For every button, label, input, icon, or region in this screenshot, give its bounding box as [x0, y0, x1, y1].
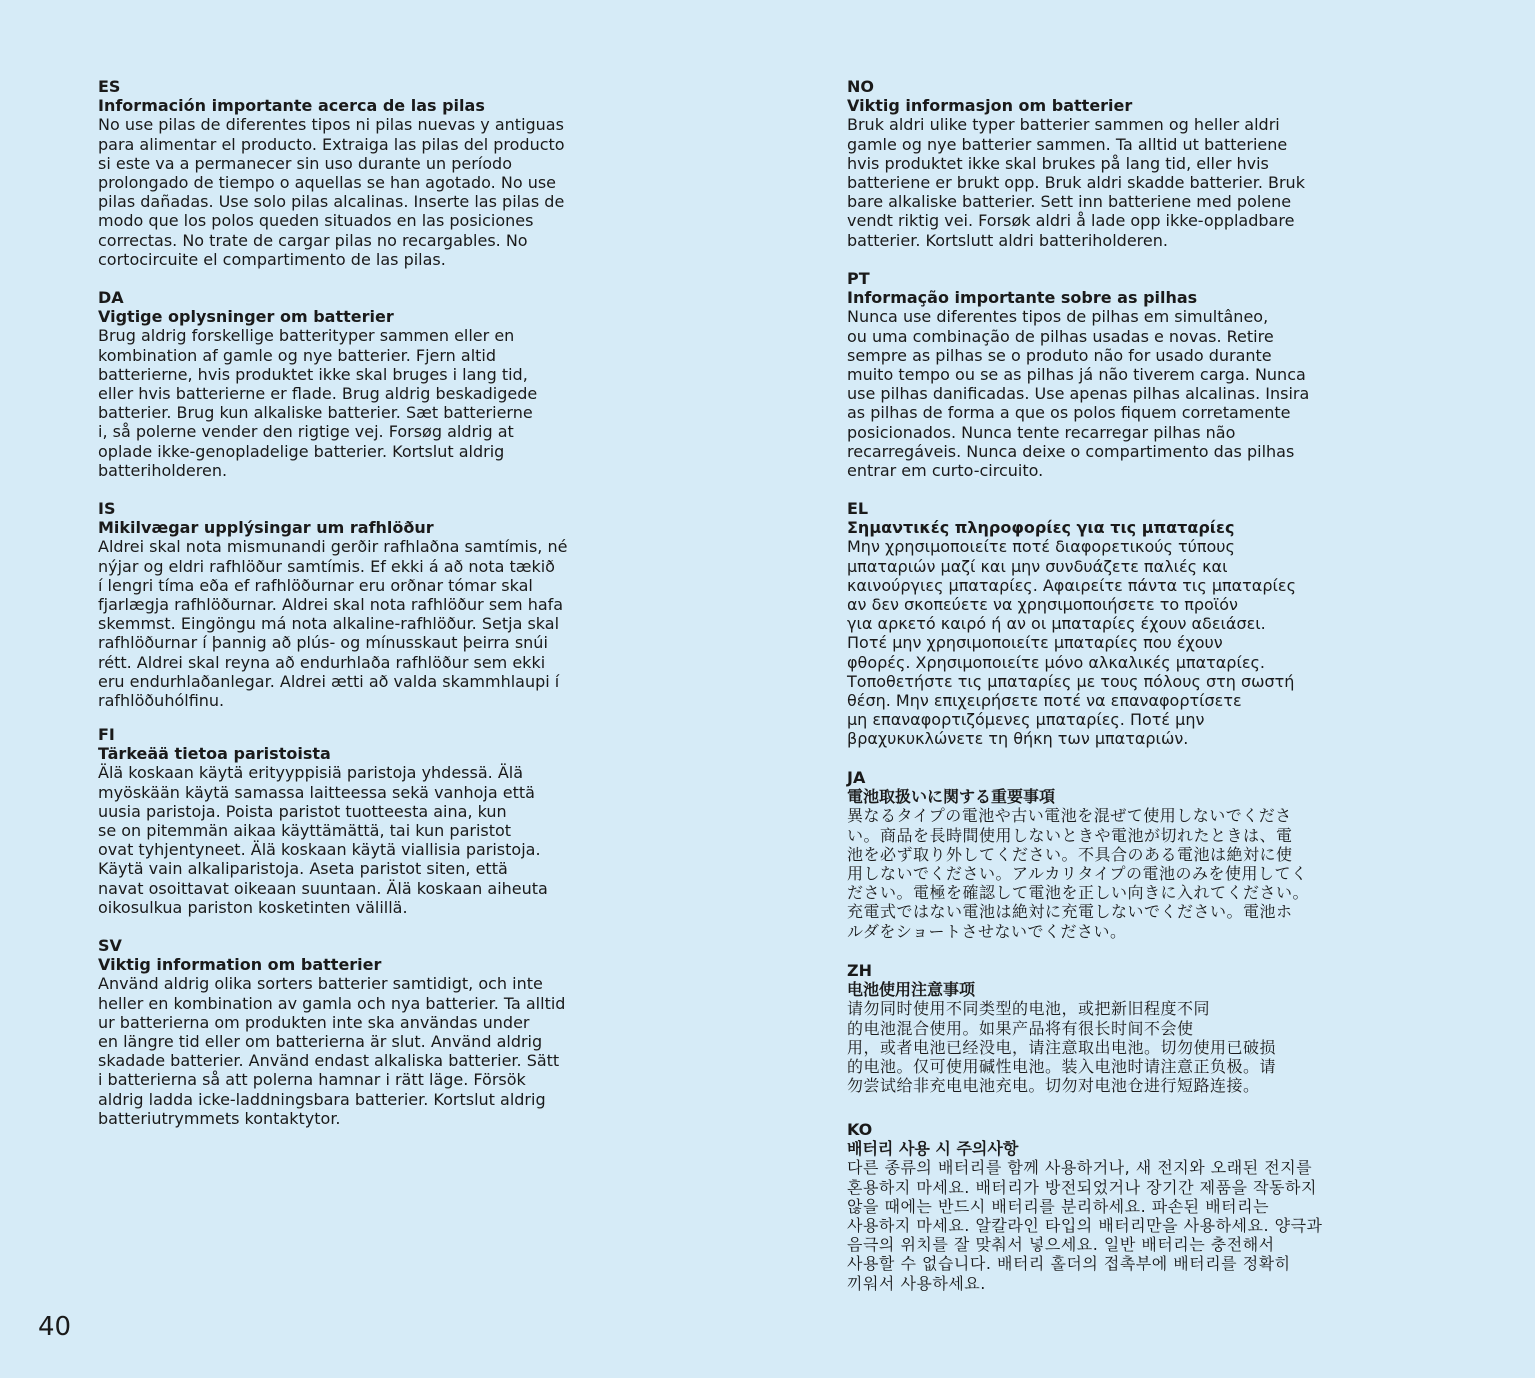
body-line: skemmst. Eingöngu má nota alkaline-rafhlöður. Setja skal — [98, 614, 560, 634]
body-line: 用，或者电池已经没电，请注意取出电池。切勿使用已破损 — [847, 1037, 1277, 1057]
body-line: bare alkaliske batterier. Sett inn batteriene med polene — [847, 192, 1292, 212]
section-sv — [98, 936, 578, 1128]
body-line: navat osoittavat oikeaan suuntaan. Älä koskaan aiheuta — [98, 878, 548, 898]
body-line: ovat tyhjentyneet. Älä koskaan käytä viallisia paristoja. — [98, 840, 541, 860]
body-line: ルダをショートさせないでください。 — [847, 921, 1127, 941]
body-line: hvis produktet ikke skal brukes på lang tid, eller hvis — [847, 153, 1269, 173]
body-line: rétt. Aldrei skal reyna að endurhlaða rafhlöður sem ekki — [98, 652, 546, 672]
body-line: για αρκετό καιρό ή αν οι μπαταρίες έχουν αδειάσει. — [847, 614, 1266, 634]
body-line: 充電式ではない電池は絶対に充電しないでください。電池ホ — [847, 902, 1293, 922]
body-line: 異なるタイプの電池や古い電池を混ぜて使用しないでくださ — [847, 806, 1292, 826]
body-line: modo que los polos queden situados en las posiciones — [98, 211, 534, 231]
body-line: 음극의 위치를 잘 맞춰서 넣으세요. 일반 배터리는 충전해서 — [847, 1235, 1275, 1255]
body-line: Brug aldrig forskellige batterityper sammen eller en — [98, 326, 515, 346]
language-code: KO — [847, 1120, 873, 1139]
body-line: batteriene er brukt opp. Bruk aldri skadde batterier. Bruk — [847, 173, 1305, 193]
body-line: Μην χρησιμοποιείτε ποτέ διαφορετικούς τύπους — [847, 537, 1235, 557]
body-line: 的电池。仅可使用碱性电池。装入电池时请注意正负极。请 — [847, 1057, 1277, 1077]
body-line: i, så polerne vender den rigtige vej. Forsøg aldrig at — [98, 422, 514, 442]
body-line: φθορές. Χρησιμοποιείτε μόνο αλκαλικές μπαταρίες. — [847, 652, 1265, 672]
body-line: 池を必ず取り外してください。不具合のある電池は絶対に使 — [847, 844, 1293, 864]
body-line: use pilhas danificadas. Use apenas pilhas alcalinas. Insira — [847, 384, 1310, 404]
body-line: い。商品を長時間使用しないときや電池が切れたときは、電 — [847, 825, 1293, 845]
body-line: Älä koskaan käytä erityyppisiä paristoja yhdessä. Älä — [98, 763, 524, 783]
body-line: para alimentar el producto. Extraiga las pilas del producto — [98, 134, 565, 154]
body-line: Använd aldrig olika sorters batterier samtidigt, och inte — [98, 974, 543, 994]
body-line: en längre tid eller om batterierna är slut. Använd aldrig — [98, 1032, 543, 1052]
section-heading: 電池取扱いに関する重要事項 — [847, 787, 1056, 807]
body-line: prolongado de tiempo o aquellas se han agotado. No use — [98, 173, 557, 193]
body-line: 的电池混合使用。如果产品将有很长时间不会使 — [847, 1018, 1194, 1038]
language-code: ES — [98, 77, 121, 96]
section-no — [847, 77, 1327, 250]
body-line: aldrig ladda icke-laddningsbara batterier. Kortslut aldrig — [98, 1089, 546, 1109]
body-line: cortocircuite el compartimento de las pilas. — [98, 249, 446, 269]
body-line: 끼워서 사용하세요. — [847, 1273, 986, 1293]
body-line: muito tempo ou se as pilhas já não tiverem carga. Nunca — [847, 365, 1306, 385]
body-line: myöskään käytä samassa laitteessa sekä vanhoja että — [98, 782, 535, 802]
body-line: 사용할 수 없습니다. 배터리 홀더의 접촉부에 배터리를 정확히 — [847, 1254, 1291, 1274]
body-line: fjarlægja rafhlöðurnar. Aldrei skal nota rafhlöður sem hafa — [98, 595, 564, 615]
body-line: Τοποθετήστε τις μπαταρίες με τους πόλους στη σωστή — [847, 671, 1295, 691]
section-heading: Tärkeää tietoa paristoista — [98, 744, 331, 764]
body-line: 다른 종류의 배터리를 함께 사용하거나, 새 전지와 오래된 전지를 — [847, 1158, 1313, 1178]
body-line: Käytä vain alkaliparistoja. Aseta paristot siten, että — [98, 859, 508, 879]
language-code: FI — [98, 725, 115, 744]
section-heading: Viktig informasjon om batterier — [847, 96, 1133, 116]
body-line: heller en kombination av gamla och nya batterier. Ta alltid — [98, 993, 566, 1013]
body-line: entrar em curto-circuito. — [847, 461, 1044, 481]
body-line: batteriholderen. — [98, 460, 228, 480]
body-line: batteriutrymmets kontaktytor. — [98, 1108, 341, 1128]
body-line: posicionados. Nunca tente recarregar pilhas não — [847, 422, 1236, 442]
body-line: oikosulkua pariston kosketinten välillä. — [98, 897, 408, 917]
body-line: αν δεν σκοπεύετε να χρησιμοποιήσετε το προϊόν — [847, 595, 1238, 615]
body-line: recarregáveis. Nunca deixe o compartimento das pilhas — [847, 441, 1295, 461]
body-line: batterierne, hvis produktet ikke skal bruges i lang tid, — [98, 364, 528, 384]
body-line: eru endurhlaðanlegar. Aldrei ætti að valda skammhlaupi í — [98, 671, 560, 691]
body-line: 않을 때에는 반드시 배터리를 분리하세요. 파손된 배터리는 — [847, 1196, 1270, 1216]
body-line: θέση. Μην επιχειρήσετε ποτέ να επαναφορτίσετε — [847, 691, 1242, 711]
section-heading: Mikilvægar upplýsingar um rafhlöður — [98, 518, 434, 538]
language-code: JA — [847, 768, 866, 787]
section-heading: Vigtige oplysninger om batterier — [98, 307, 394, 327]
body-line: μη επαναφορτιζόμενες μπαταρίες. Ποτέ μην — [847, 710, 1205, 730]
body-line: se on pitemmän aikaa käyttämättä, tai kun paristot — [98, 821, 512, 841]
body-line: rafhlöðurnar í þannig að plús- og mínusskaut þeirra snúi — [98, 633, 548, 653]
body-line: skadade batterier. Använd endast alkaliska batterier. Sätt — [98, 1051, 560, 1071]
body-line: í lengri tíma eða ef rafhlöðurnar eru orðnar tómar skal — [98, 575, 533, 595]
body-line: pilas dañadas. Use solo pilas alcalinas. Inserte las pilas de — [98, 192, 565, 212]
body-line: Bruk aldri ulike typer batterier sammen og heller aldri — [847, 115, 1280, 135]
section-heading: Informação importante sobre as pilhas — [847, 288, 1198, 308]
body-line: eller hvis batterierne er flade. Brug aldrig beskadigede — [98, 384, 538, 404]
section-pt — [847, 269, 1327, 480]
language-code: IS — [98, 499, 116, 518]
section-heading: Σημαντικές πληροφορίες για τις μπαταρίες — [847, 518, 1235, 538]
body-line: Aldrei skal nota mismunandi gerðir rafhlaðna samtímis, né — [98, 537, 568, 557]
section-heading: 배터리 사용 시 주의사항 — [847, 1139, 1019, 1159]
language-code: DA — [98, 288, 124, 307]
language-code: PT — [847, 269, 870, 288]
body-line: sempre as pilhas se o produto não for usado durante — [847, 345, 1272, 365]
language-code: ZH — [847, 961, 872, 980]
section-is — [98, 499, 578, 710]
language-code: SV — [98, 936, 122, 955]
body-line: i batterierna så att polerna hamnar i rätt läge. Försök — [98, 1070, 526, 1090]
body-line: oplade ikke-genopladelige batterier. Kortslut aldrig — [98, 441, 505, 461]
body-line: gamle og nye batterier sammen. Ta alltid ut batteriene — [847, 134, 1288, 154]
section-heading: Viktig information om batterier — [98, 955, 382, 975]
body-line: βραχυκυκλώνετε τη θήκη των μπαταριών. — [847, 729, 1189, 749]
body-line: ださい。電極を確認して電池を正しい向きに入れてください。 — [847, 883, 1310, 903]
body-line: No use pilas de diferentes tipos ni pilas nuevas y antiguas — [98, 115, 564, 135]
section-heading: Información importante acerca de las pilas — [98, 96, 485, 116]
section-heading: 电池使用注意事项 — [847, 980, 976, 1000]
body-line: 请勿同时使用不同类型的电池，或把新旧程度不同 — [847, 999, 1211, 1019]
section-da — [98, 288, 578, 480]
body-line: nýjar og eldri rafhlöður samtímis. Ef ekki á að nota tækið — [98, 556, 555, 576]
body-line: as pilhas de forma a que os polos fiquem corretamente — [847, 403, 1291, 423]
section-fi — [98, 725, 578, 917]
body-line: batterier. Brug kun alkaliske batterier. Sæt batterierne — [98, 403, 533, 423]
body-line: 사용하지 마세요. 알칼라인 타입의 배터리만을 사용하세요. 양극과 — [847, 1216, 1323, 1236]
body-line: 勿尝试给非充电电池充电。切勿对电池仓进行短路连接。 — [847, 1076, 1260, 1096]
body-line: 혼용하지 마세요. 배터리가 방전되었거나 장기간 제품을 작동하지 — [847, 1177, 1317, 1197]
body-line: καινούργιες μπαταρίες. Αφαιρείτε πάντα τις μπαταρίες — [847, 575, 1296, 595]
body-line: batterier. Kortslutt aldri batteriholderen. — [847, 230, 1168, 250]
body-line: ou uma combinação de pilhas usadas e novas. Retire — [847, 326, 1274, 346]
body-line: ur batterierna om produkten inte ska användas under — [98, 1012, 530, 1032]
section-ko — [847, 1120, 1327, 1293]
body-line: 用しないでください。アルカリタイプの電池のみを使用してく — [847, 864, 1308, 884]
body-line: μπαταριών μαζί και μην συνδυάζετε παλιές και — [847, 556, 1228, 576]
body-line: kombination af gamle og nye batterier. Fjern altid — [98, 345, 497, 365]
section-es — [98, 77, 578, 269]
body-line: Nunca use diferentes tipos de pilhas em simultâneo, — [847, 307, 1269, 327]
section-ja — [847, 768, 1327, 941]
section-el — [847, 499, 1327, 749]
section-zh — [847, 961, 1327, 1095]
body-line: vendt riktig vei. Forsøk aldri å lade opp ikke-oppladbare — [847, 211, 1295, 231]
language-code: NO — [847, 77, 874, 96]
body-line: si este va a permanecer sin uso durante un período — [98, 153, 512, 173]
language-code: EL — [847, 499, 869, 518]
body-line: rafhlöðuhólfinu. — [98, 691, 225, 711]
body-line: correctas. No trate de cargar pilas no recargables. No — [98, 230, 528, 250]
body-line: uusia paristoja. Poista paristot tuotteesta aina, kun — [98, 801, 507, 821]
page-number: 40 — [38, 1312, 72, 1342]
body-line: Ποτέ μην χρησιμοποιείτε μπαταρίες που έχουν — [847, 633, 1223, 653]
